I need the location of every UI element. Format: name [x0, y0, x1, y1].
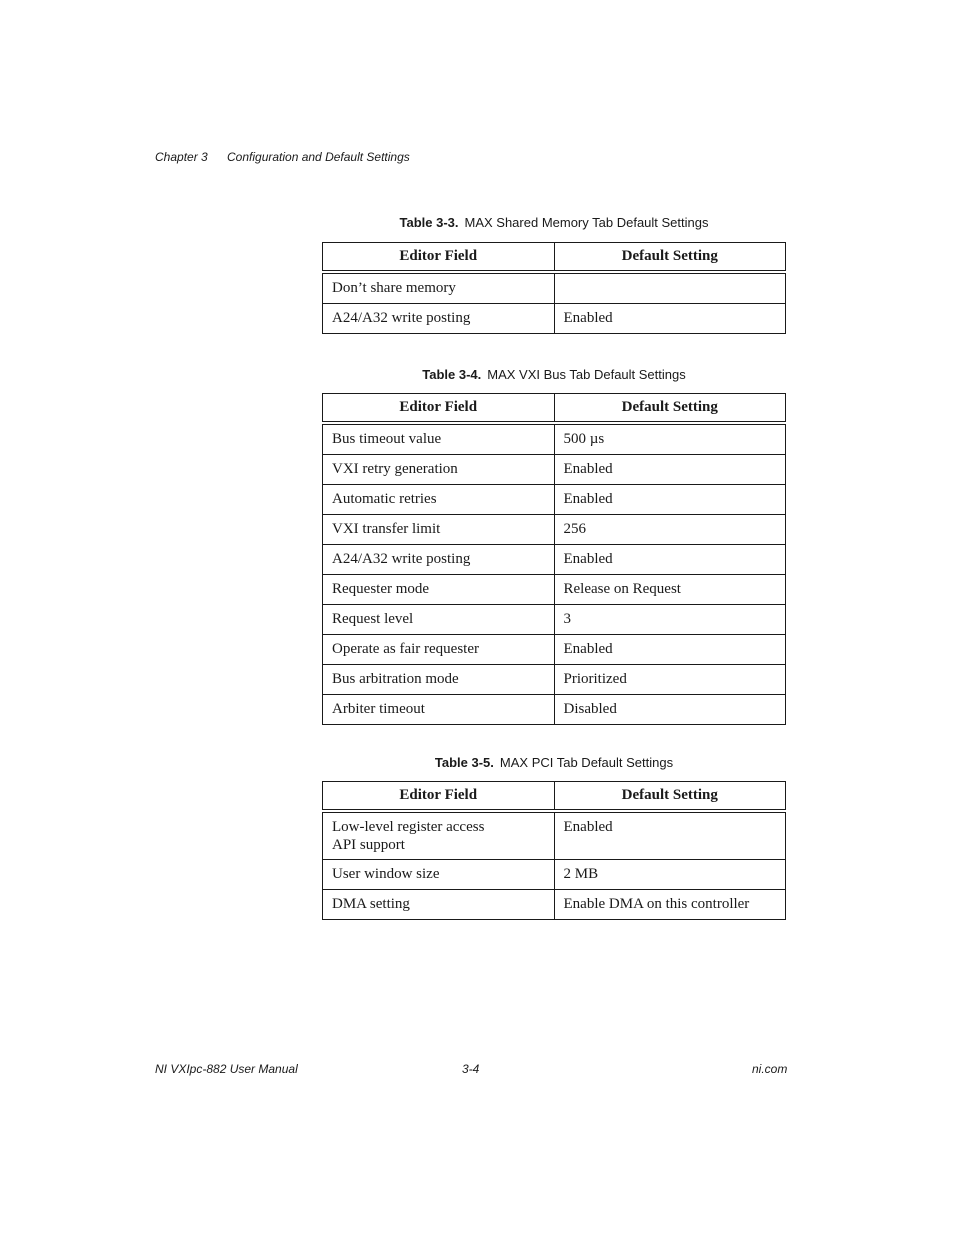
table-cell: Enabled: [554, 485, 786, 515]
table-header-row: [323, 782, 786, 812]
table-cell: Prioritized: [554, 665, 786, 695]
table-title: MAX PCI Tab Default Settings: [499, 755, 674, 770]
column-header: Editor Field: [323, 394, 555, 424]
table-row: [323, 665, 786, 695]
table-header-row: [323, 243, 786, 273]
table-cell: Requester mode: [323, 575, 555, 605]
table-cell: Operate as fair requester: [323, 635, 555, 665]
footer-page-number: 3-4: [462, 1062, 480, 1076]
table-header-row: [323, 394, 786, 424]
table-cell: Enabled: [554, 304, 786, 334]
table-3-5-caption: [322, 755, 786, 770]
footer-website: ni.com: [752, 1062, 788, 1076]
table-row: [323, 575, 786, 605]
column-header: Editor Field: [323, 243, 555, 273]
table-row: [323, 515, 786, 545]
table-3-3-caption: [322, 215, 786, 230]
table-cell: Enabled: [554, 545, 786, 575]
table-row: [323, 860, 786, 890]
table-cell: Enabled: [554, 635, 786, 665]
table-cell: Request level: [323, 605, 555, 635]
table-cell: Release on Request: [554, 575, 786, 605]
table-cell: 2 MB: [554, 860, 786, 890]
table-cell: Disabled: [554, 695, 786, 725]
table-cell: Don’t share memory: [323, 272, 555, 304]
table-3-3: [322, 242, 786, 334]
table-row: [323, 811, 786, 860]
table-row: [323, 423, 786, 455]
table-title: MAX Shared Memory Tab Default Settings: [464, 215, 709, 230]
table-cell: A24/A32 write posting: [323, 304, 555, 334]
table-row: [323, 695, 786, 725]
table-cell: 256: [554, 515, 786, 545]
table-row: [323, 635, 786, 665]
column-header: Default Setting: [554, 394, 786, 424]
table-cell: Bus arbitration mode: [323, 665, 555, 695]
table-row: [323, 304, 786, 334]
table-row: [323, 890, 786, 920]
column-header: Default Setting: [554, 782, 786, 812]
table-number: Table 3-5.: [434, 755, 494, 770]
table-cell: Bus timeout value: [323, 423, 555, 455]
table-cell: DMA setting: [323, 890, 555, 920]
table-cell: Arbiter timeout: [323, 695, 555, 725]
table-cell: User window size: [323, 860, 555, 890]
footer-manual-title: NI VXIpc-882 User Manual: [155, 1062, 298, 1076]
column-header: Default Setting: [554, 243, 786, 273]
table-row: [323, 455, 786, 485]
table-3-5: [322, 781, 786, 920]
table-cell: A24/A32 write posting: [323, 545, 555, 575]
column-header: Editor Field: [323, 782, 555, 812]
table-cell: VXI retry generation: [323, 455, 555, 485]
table-cell: 500 µs: [554, 423, 786, 455]
table-3-4-caption: [322, 367, 786, 382]
table-cell: Enable DMA on this controller: [554, 890, 786, 920]
header-title: Configuration and Default Settings: [227, 150, 410, 164]
table-cell: VXI transfer limit: [323, 515, 555, 545]
table-cell: Automatic retries: [323, 485, 555, 515]
header-chapter: Chapter 3: [155, 150, 208, 164]
table-row: [323, 485, 786, 515]
table-3-4: [322, 393, 786, 725]
table-row: [323, 272, 786, 304]
table-cell: [554, 272, 786, 304]
table-number: Table 3-3.: [399, 215, 459, 230]
table-cell: 3: [554, 605, 786, 635]
table-row: [323, 545, 786, 575]
table-cell: Enabled: [554, 455, 786, 485]
table-number: Table 3-4.: [422, 367, 482, 382]
table-cell: Low-level register access API support: [323, 811, 555, 860]
table-cell: Enabled: [554, 811, 786, 860]
table-title: MAX VXI Bus Tab Default Settings: [487, 367, 686, 382]
table-row: [323, 605, 786, 635]
